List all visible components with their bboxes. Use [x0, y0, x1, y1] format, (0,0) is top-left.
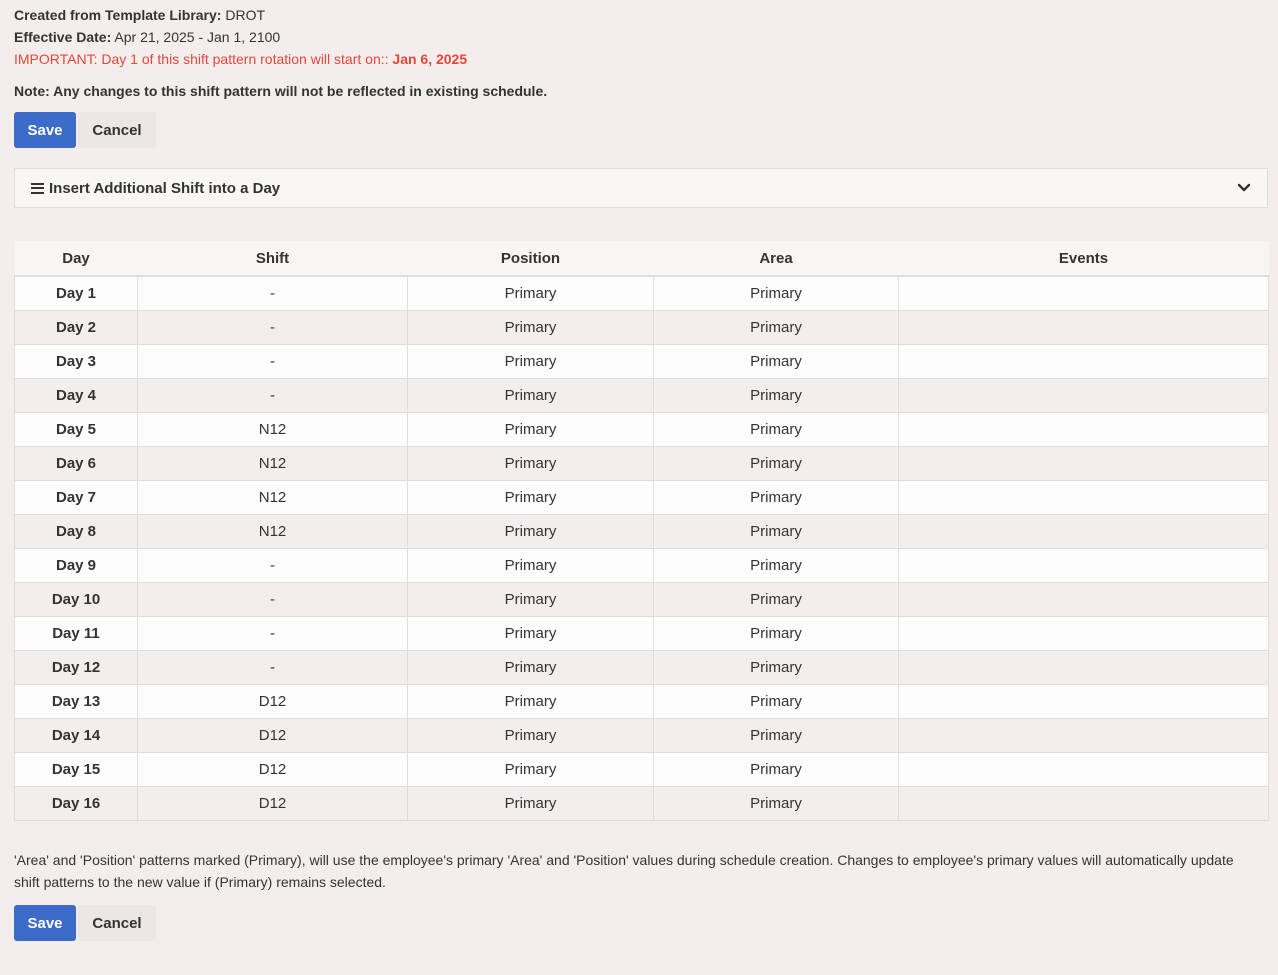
table-row	[15, 719, 1269, 753]
table-row	[15, 583, 1269, 617]
position-cell: Primary	[408, 753, 654, 787]
area-cell: Primary	[654, 753, 899, 787]
area-cell: Primary	[654, 515, 899, 549]
events-cell[interactable]	[899, 379, 1269, 413]
area-cell: Primary	[654, 379, 899, 413]
shift-cell: -	[138, 276, 408, 311]
shift-cell: N12	[138, 413, 408, 447]
header-day: Day	[15, 241, 138, 276]
area-cell: Primary	[654, 583, 899, 617]
day-cell: Day 9	[15, 549, 138, 583]
save-button[interactable]: Save	[14, 905, 76, 941]
shift-cell: N12	[138, 447, 408, 481]
shift-cell: -	[138, 651, 408, 685]
area-cell: Primary	[654, 345, 899, 379]
cancel-button[interactable]: Cancel	[78, 905, 156, 941]
shift-cell: -	[138, 617, 408, 651]
events-cell[interactable]	[899, 515, 1269, 549]
table-row	[15, 379, 1269, 413]
day-cell: Day 16	[15, 787, 138, 821]
shift-cell: -	[138, 311, 408, 345]
position-cell: Primary	[408, 515, 654, 549]
position-cell: Primary	[408, 481, 654, 515]
area-cell: Primary	[654, 481, 899, 515]
important-notice	[14, 48, 1268, 70]
position-cell: Primary	[408, 549, 654, 583]
table-row	[15, 753, 1269, 787]
day-cell: Day 4	[15, 379, 138, 413]
position-cell: Primary	[408, 345, 654, 379]
events-cell[interactable]	[899, 651, 1269, 685]
events-cell[interactable]	[899, 753, 1269, 787]
area-cell: Primary	[654, 311, 899, 345]
day-cell: Day 15	[15, 753, 138, 787]
day-cell: Day 3	[15, 345, 138, 379]
shift-cell: D12	[138, 719, 408, 753]
menu-icon	[31, 183, 44, 194]
insert-shift-panel-header[interactable]	[14, 168, 1268, 208]
table-row	[15, 413, 1269, 447]
template-value: DROT	[225, 7, 266, 23]
position-cell: Primary	[408, 447, 654, 481]
insert-shift-label: Insert Additional Shift into a Day	[49, 179, 281, 197]
day-cell: Day 1	[15, 276, 138, 311]
shift-cell: D12	[138, 787, 408, 821]
bottom-button-row	[14, 905, 1268, 941]
table-row	[15, 276, 1269, 311]
events-cell[interactable]	[899, 583, 1269, 617]
cancel-button[interactable]: Cancel	[78, 112, 156, 148]
position-cell: Primary	[408, 787, 654, 821]
area-cell: Primary	[654, 276, 899, 311]
day-cell: Day 14	[15, 719, 138, 753]
area-cell: Primary	[654, 787, 899, 821]
table-row	[15, 685, 1269, 719]
day-cell: Day 13	[15, 685, 138, 719]
position-cell: Primary	[408, 379, 654, 413]
events-cell[interactable]	[899, 481, 1269, 515]
save-button[interactable]: Save	[14, 112, 76, 148]
area-cell: Primary	[654, 719, 899, 753]
shift-cell: D12	[138, 753, 408, 787]
day-cell: Day 12	[15, 651, 138, 685]
shift-cell: -	[138, 583, 408, 617]
template-info	[14, 4, 1268, 26]
change-note: Note: Any changes to this shift pattern will not be reflected in existing schedule.	[14, 83, 548, 99]
table-row	[15, 617, 1269, 651]
effective-date-label: Effective Date:	[14, 29, 112, 45]
important-date: Jan 6, 2025	[392, 51, 468, 67]
header-events: Events	[899, 241, 1269, 276]
table-header-row	[15, 241, 1269, 276]
header-area: Area	[654, 241, 899, 276]
area-cell: Primary	[654, 447, 899, 481]
day-cell: Day 2	[15, 311, 138, 345]
table-row	[15, 447, 1269, 481]
position-cell: Primary	[408, 311, 654, 345]
events-cell[interactable]	[899, 276, 1269, 311]
header-position: Position	[408, 241, 654, 276]
important-text: IMPORTANT: Day 1 of this shift pattern rotation will start on::	[14, 51, 389, 67]
area-cell: Primary	[654, 685, 899, 719]
shift-cell: N12	[138, 515, 408, 549]
area-cell: Primary	[654, 617, 899, 651]
day-cell: Day 8	[15, 515, 138, 549]
events-cell[interactable]	[899, 617, 1269, 651]
effective-date-info	[14, 26, 1268, 48]
primary-values-footnote: 'Area' and 'Position' patterns marked (Primary), will use the employee's primary 'Area' and 'Position' values during schedule creation. Changes to employee's primary values will automatically update shift patterns to the new value if (Primary) remains selected.	[14, 852, 1234, 890]
top-button-row	[14, 112, 1268, 148]
template-label: Created from Template Library:	[14, 7, 222, 23]
day-cell: Day 10	[15, 583, 138, 617]
area-cell: Primary	[654, 651, 899, 685]
shift-cell: -	[138, 345, 408, 379]
position-cell: Primary	[408, 685, 654, 719]
events-cell[interactable]	[899, 345, 1269, 379]
area-cell: Primary	[654, 413, 899, 447]
shift-cell: -	[138, 379, 408, 413]
events-cell[interactable]	[899, 719, 1269, 753]
position-cell: Primary	[408, 651, 654, 685]
table-row	[15, 311, 1269, 345]
chevron-down-icon[interactable]	[1237, 183, 1251, 193]
shift-cell: D12	[138, 685, 408, 719]
table-row	[15, 787, 1269, 821]
shift-cell: -	[138, 549, 408, 583]
table-row	[15, 651, 1269, 685]
day-cell: Day 6	[15, 447, 138, 481]
events-cell[interactable]	[899, 685, 1269, 719]
header-shift: Shift	[138, 241, 408, 276]
table-row	[15, 481, 1269, 515]
position-cell: Primary	[408, 617, 654, 651]
position-cell: Primary	[408, 719, 654, 753]
shift-pattern-table	[14, 241, 1269, 821]
events-cell[interactable]	[899, 549, 1269, 583]
events-cell[interactable]	[899, 447, 1269, 481]
table-row	[15, 515, 1269, 549]
position-cell: Primary	[408, 276, 654, 311]
day-cell: Day 7	[15, 481, 138, 515]
events-cell[interactable]	[899, 311, 1269, 345]
position-cell: Primary	[408, 583, 654, 617]
position-cell: Primary	[408, 413, 654, 447]
shift-cell: N12	[138, 481, 408, 515]
table-row	[15, 345, 1269, 379]
events-cell[interactable]	[899, 413, 1269, 447]
events-cell[interactable]	[899, 787, 1269, 821]
area-cell: Primary	[654, 549, 899, 583]
day-cell: Day 5	[15, 413, 138, 447]
insert-shift-title	[31, 180, 280, 197]
day-cell: Day 11	[15, 617, 138, 651]
table-row	[15, 549, 1269, 583]
effective-date-value: Apr 21, 2025 - Jan 1, 2100	[114, 29, 281, 45]
